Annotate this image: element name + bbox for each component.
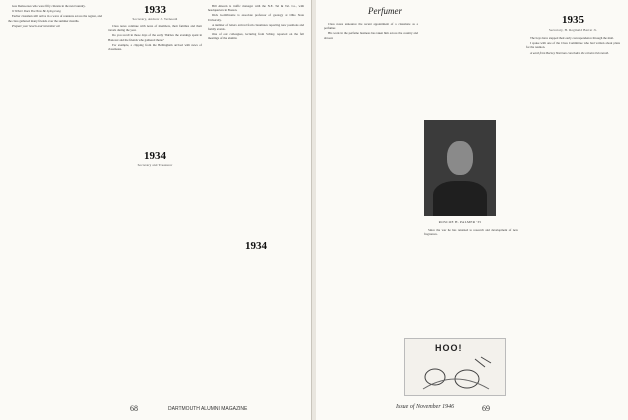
page-footer: DARTMOUTH ALUMNI MAGAZINE <box>168 406 248 412</box>
paragraph: Gus Demoorses who were fifty citizens in the next laundry. <box>12 4 86 8</box>
body-shape <box>433 181 488 216</box>
paragraph: Since the war he has returned to research and development of new fragrances. <box>424 228 518 237</box>
paragraph: O Where Does You Now Be Lying Long <box>12 9 61 14</box>
paragraph: Bill Ahearn is traffic manager with the N.E. Tel & Tel. Co., with headquarters in Boston. <box>208 4 304 13</box>
paragraph: For example, a clipping from the Bellingham arrived with news of classmates. <box>108 42 202 52</box>
left-column-2 <box>108 24 202 396</box>
class-secretary-1934: Secretary and Treasurer <box>137 163 173 167</box>
face-shape <box>447 141 473 175</box>
portrait-photo <box>424 120 496 216</box>
class-year-1934: 1934 <box>144 150 166 162</box>
left-page <box>0 0 312 420</box>
paragraph: Prepare your hearts and remember all. <box>12 23 61 28</box>
class-secretary-1933: Secretary, Andrew J. Vernoosh <box>132 17 178 21</box>
paragraph: A word from Barney Sherman concludes the column this month. <box>530 50 609 55</box>
class-year-1935: 1935 <box>562 14 584 26</box>
left-column-3 <box>208 4 304 396</box>
class-year-1933: 1933 <box>144 4 166 16</box>
paragraph: Class notes continue with news of members, their families and their travels during the year. <box>108 24 202 33</box>
page-number: 69 <box>482 404 490 413</box>
issue-line: Issue of November 1946 <box>396 404 455 410</box>
paragraph: I spoke with one of the Class Committee who had written about plans for the reunion. <box>526 41 620 50</box>
cartoon-illustration <box>404 338 506 396</box>
right-page <box>316 0 628 420</box>
class-year-1934-continued: 1934 <box>245 240 267 252</box>
photo-caption: ROSCOE H. PALMER '35 <box>438 220 482 224</box>
paragraph: One of our colleagues, lecturing from Schley, reported on the fall meetings of the alumni. <box>208 32 304 41</box>
cartoon-word: HOO! <box>435 343 463 353</box>
paragraph: Class notes announce the recent appointment of a classmate as a perfumer. <box>324 22 418 31</box>
paragraph: A number of letters arrived from classmates reporting new positions and family events. <box>208 22 304 32</box>
paragraph: Do you recall in those days of the early Thirties the evenings spent in Hanover and the friends who gathered there? <box>108 33 202 42</box>
page-number: 68 <box>130 404 138 413</box>
paragraph: His work in the perfume business has taken him across the country and abroad. <box>324 31 418 40</box>
paragraph: The boys have stepped their early correspondence through the mail. <box>530 36 614 40</box>
right-column-3 <box>526 36 620 396</box>
paragraph: Dick Goldthwaite is associate professor of geology at Ohio State University. <box>208 13 304 22</box>
cartoon-drawing <box>405 339 505 395</box>
paragraph: Earlier classmen still arrive in a wave of reunions across the region, and the class gathered many friends over the summer months. <box>8 14 102 23</box>
left-column-1 <box>8 4 102 396</box>
page-heading: Perfumer <box>368 6 402 16</box>
class-secretary-1935: Secretary, H. Reginald Barret Jr. <box>549 28 597 32</box>
